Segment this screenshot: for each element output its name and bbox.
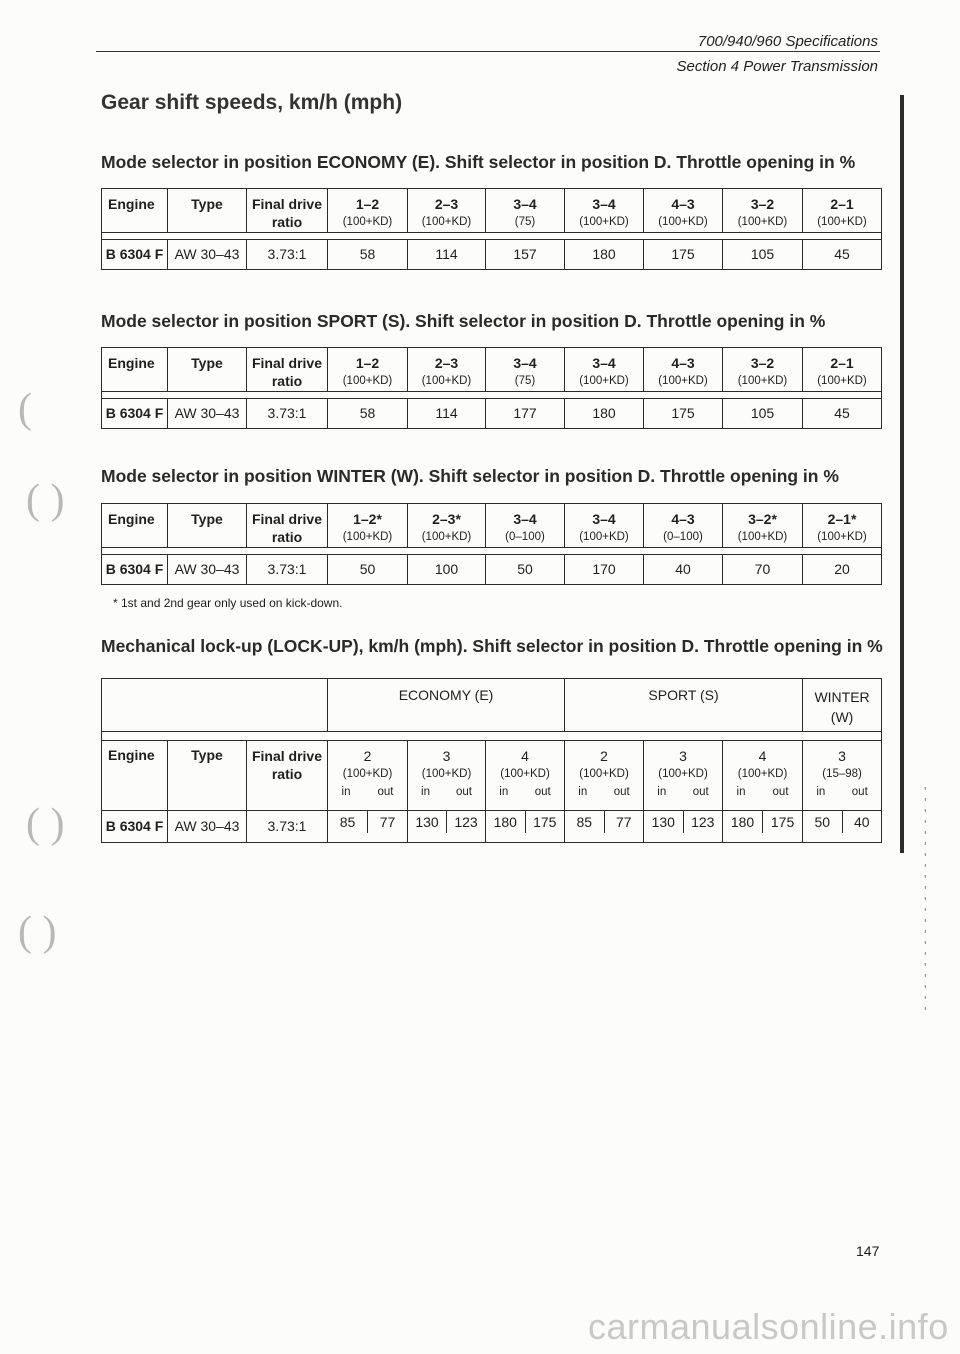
winter-spacer <box>102 548 882 555</box>
winter-col-header: 3–4 (0–100) <box>486 504 565 548</box>
lockup-heading: Mechanical lock-up (LOCK-UP), km/h (mph). Shift selector in position D. Throttle opening in % <box>101 636 883 656</box>
winter-value-cell: 3.73:1 <box>247 555 328 585</box>
economy-heading: Mode selector in position ECONOMY (E). Shift selector in position D. Throttle opening in % <box>101 152 856 172</box>
economy-table <box>101 188 882 270</box>
lockup-value-cell: 130 123 <box>644 811 723 843</box>
economy-col-header: 3–2 (100+KD) <box>723 189 803 233</box>
lockup-gear-header: 4 (100+KD) in out <box>486 741 565 811</box>
lockup-gear-header: 3 (100+KD) in out <box>644 741 723 811</box>
lockup-final-drive-header: Final drive ratio <box>247 741 328 811</box>
page-title: Gear shift speeds, km/h (mph) <box>101 91 403 114</box>
economy-value-cell: 105 <box>723 240 803 270</box>
sport-heading: Mode selector in position SPORT (S). Shift selector in position D. Throttle opening in % <box>101 311 826 331</box>
lockup-value-cell: 130 123 <box>408 811 486 843</box>
winter-value-cell: 50 <box>328 555 408 585</box>
economy-col-header: 1–2 (100+KD) <box>328 189 408 233</box>
margin-bar <box>900 95 904 853</box>
lockup-value-cell: 50 40 <box>803 811 882 843</box>
winter-value-cell: 100 <box>408 555 486 585</box>
sport-col-header: Engine <box>102 348 168 392</box>
economy-value-cell: 58 <box>328 240 408 270</box>
header-title: 700/940/960 Specifications <box>697 33 878 50</box>
economy-col-header: Type <box>168 189 247 233</box>
economy-value-cell: 114 <box>408 240 486 270</box>
sport-value-cell: 3.73:1 <box>247 399 328 429</box>
sport-col-header: 2–1 (100+KD) <box>803 348 882 392</box>
lockup-value-cell: 85 77 <box>328 811 408 843</box>
scan-artifact-paren: ( ) <box>26 801 65 847</box>
winter-col-header: 4–3 (0–100) <box>644 504 723 548</box>
sport-value-cell: AW 30–43 <box>168 399 247 429</box>
winter-value-cell: AW 30–43 <box>168 555 247 585</box>
scan-artifact-paren: ( ) <box>18 909 57 955</box>
winter-col-header: Engine <box>102 504 168 548</box>
winter-col-header: 3–2* (100+KD) <box>723 504 803 548</box>
sport-col-header: 3–4 (100+KD) <box>565 348 644 392</box>
economy-spacer <box>102 233 882 240</box>
sport-col-header: 3–4 (75) <box>486 348 565 392</box>
winter-value-cell: 70 <box>723 555 803 585</box>
sport-value-cell: 180 <box>565 399 644 429</box>
binding-marks: ' ' ' ' ' ' ' ' ' ' ' ' ' ' ' ' ' ' ' ' ' <box>922 785 929 1018</box>
lockup-gear-header: 4 (100+KD) in out <box>723 741 803 811</box>
economy-col-header: 2–1 (100+KD) <box>803 189 882 233</box>
sport-value-cell: 114 <box>408 399 486 429</box>
lockup-gear-header: 2 (100+KD) in out <box>328 741 408 811</box>
sport-col-header: Final drive ratio <box>247 348 328 392</box>
winter-col-header: Final drive ratio <box>247 504 328 548</box>
lockup-value-cell: 85 77 <box>565 811 644 843</box>
lockup-gear-header: 3 (100+KD) in out <box>408 741 486 811</box>
sport-value-cell: 58 <box>328 399 408 429</box>
footnote: * 1st and 2nd gear only used on kick-down. <box>113 596 343 610</box>
lockup-value-cell: 180 175 <box>486 811 565 843</box>
economy-value-cell: 175 <box>644 240 723 270</box>
economy-col-header: Final drive ratio <box>247 189 328 233</box>
winter-col-header: Type <box>168 504 247 548</box>
economy-col-header: 2–3 (100+KD) <box>408 189 486 233</box>
watermark: carmanualsonline.info <box>588 1306 949 1347</box>
winter-value-cell: 170 <box>565 555 644 585</box>
sport-spacer <box>102 392 882 399</box>
sport-value-cell: 177 <box>486 399 565 429</box>
header-rule <box>96 51 880 52</box>
winter-col-header: 2–3* (100+KD) <box>408 504 486 548</box>
economy-col-header: 4–3 (100+KD) <box>644 189 723 233</box>
lockup-blank-cell <box>102 679 328 732</box>
winter-col-header: 2–1* (100+KD) <box>803 504 882 548</box>
lockup-final-drive-cell: 3.73:1 <box>247 811 328 843</box>
winter-value-cell: B 6304 F <box>102 555 168 585</box>
lockup-group-winter: WINTER (W) <box>803 679 882 732</box>
lockup-type-cell: AW 30–43 <box>168 811 247 843</box>
lockup-gear-header: 3 (15–98) in out <box>803 741 882 811</box>
winter-col-header: 3–4 (100+KD) <box>565 504 644 548</box>
scan-artifact-paren: ( <box>18 386 32 432</box>
lockup-value-cell: 180 175 <box>723 811 803 843</box>
economy-value-cell: 180 <box>565 240 644 270</box>
lockup-engine-cell: B 6304 F <box>102 811 168 843</box>
sport-value-cell: 175 <box>644 399 723 429</box>
sport-col-header: Type <box>168 348 247 392</box>
header-section: Section 4 Power Transmission <box>676 58 878 75</box>
sport-col-header: 3–2 (100+KD) <box>723 348 803 392</box>
lockup-group-sport: SPORT (S) <box>565 679 803 732</box>
winter-heading: Mode selector in position WINTER (W). Shift selector in position D. Throttle opening in % <box>101 466 839 486</box>
page-number: 147 <box>856 1243 880 1259</box>
economy-col-header: 3–4 (75) <box>486 189 565 233</box>
sport-col-header: 4–3 (100+KD) <box>644 348 723 392</box>
sport-table <box>101 347 882 429</box>
economy-value-cell: 45 <box>803 240 882 270</box>
winter-value-cell: 40 <box>644 555 723 585</box>
economy-col-header: 3–4 (100+KD) <box>565 189 644 233</box>
lockup-group-economy: ECONOMY (E) <box>328 679 565 732</box>
lockup-spacer <box>102 732 882 741</box>
lockup-engine-header: Engine <box>102 741 168 811</box>
scan-artifact-paren: ( ) <box>26 477 65 523</box>
sport-value-cell: 105 <box>723 399 803 429</box>
economy-value-cell: 157 <box>486 240 565 270</box>
economy-col-header: Engine <box>102 189 168 233</box>
sport-col-header: 1–2 (100+KD) <box>328 348 408 392</box>
economy-value-cell: AW 30–43 <box>168 240 247 270</box>
winter-table <box>101 503 882 585</box>
winter-value-cell: 20 <box>803 555 882 585</box>
winter-col-header: 1–2* (100+KD) <box>328 504 408 548</box>
winter-value-cell: 50 <box>486 555 565 585</box>
lockup-gear-header: 2 (100+KD) in out <box>565 741 644 811</box>
economy-value-cell: 3.73:1 <box>247 240 328 270</box>
sport-value-cell: B 6304 F <box>102 399 168 429</box>
economy-value-cell: B 6304 F <box>102 240 168 270</box>
sport-col-header: 2–3 (100+KD) <box>408 348 486 392</box>
lockup-table <box>101 678 882 843</box>
lockup-type-header: Type <box>168 741 247 811</box>
sport-value-cell: 45 <box>803 399 882 429</box>
